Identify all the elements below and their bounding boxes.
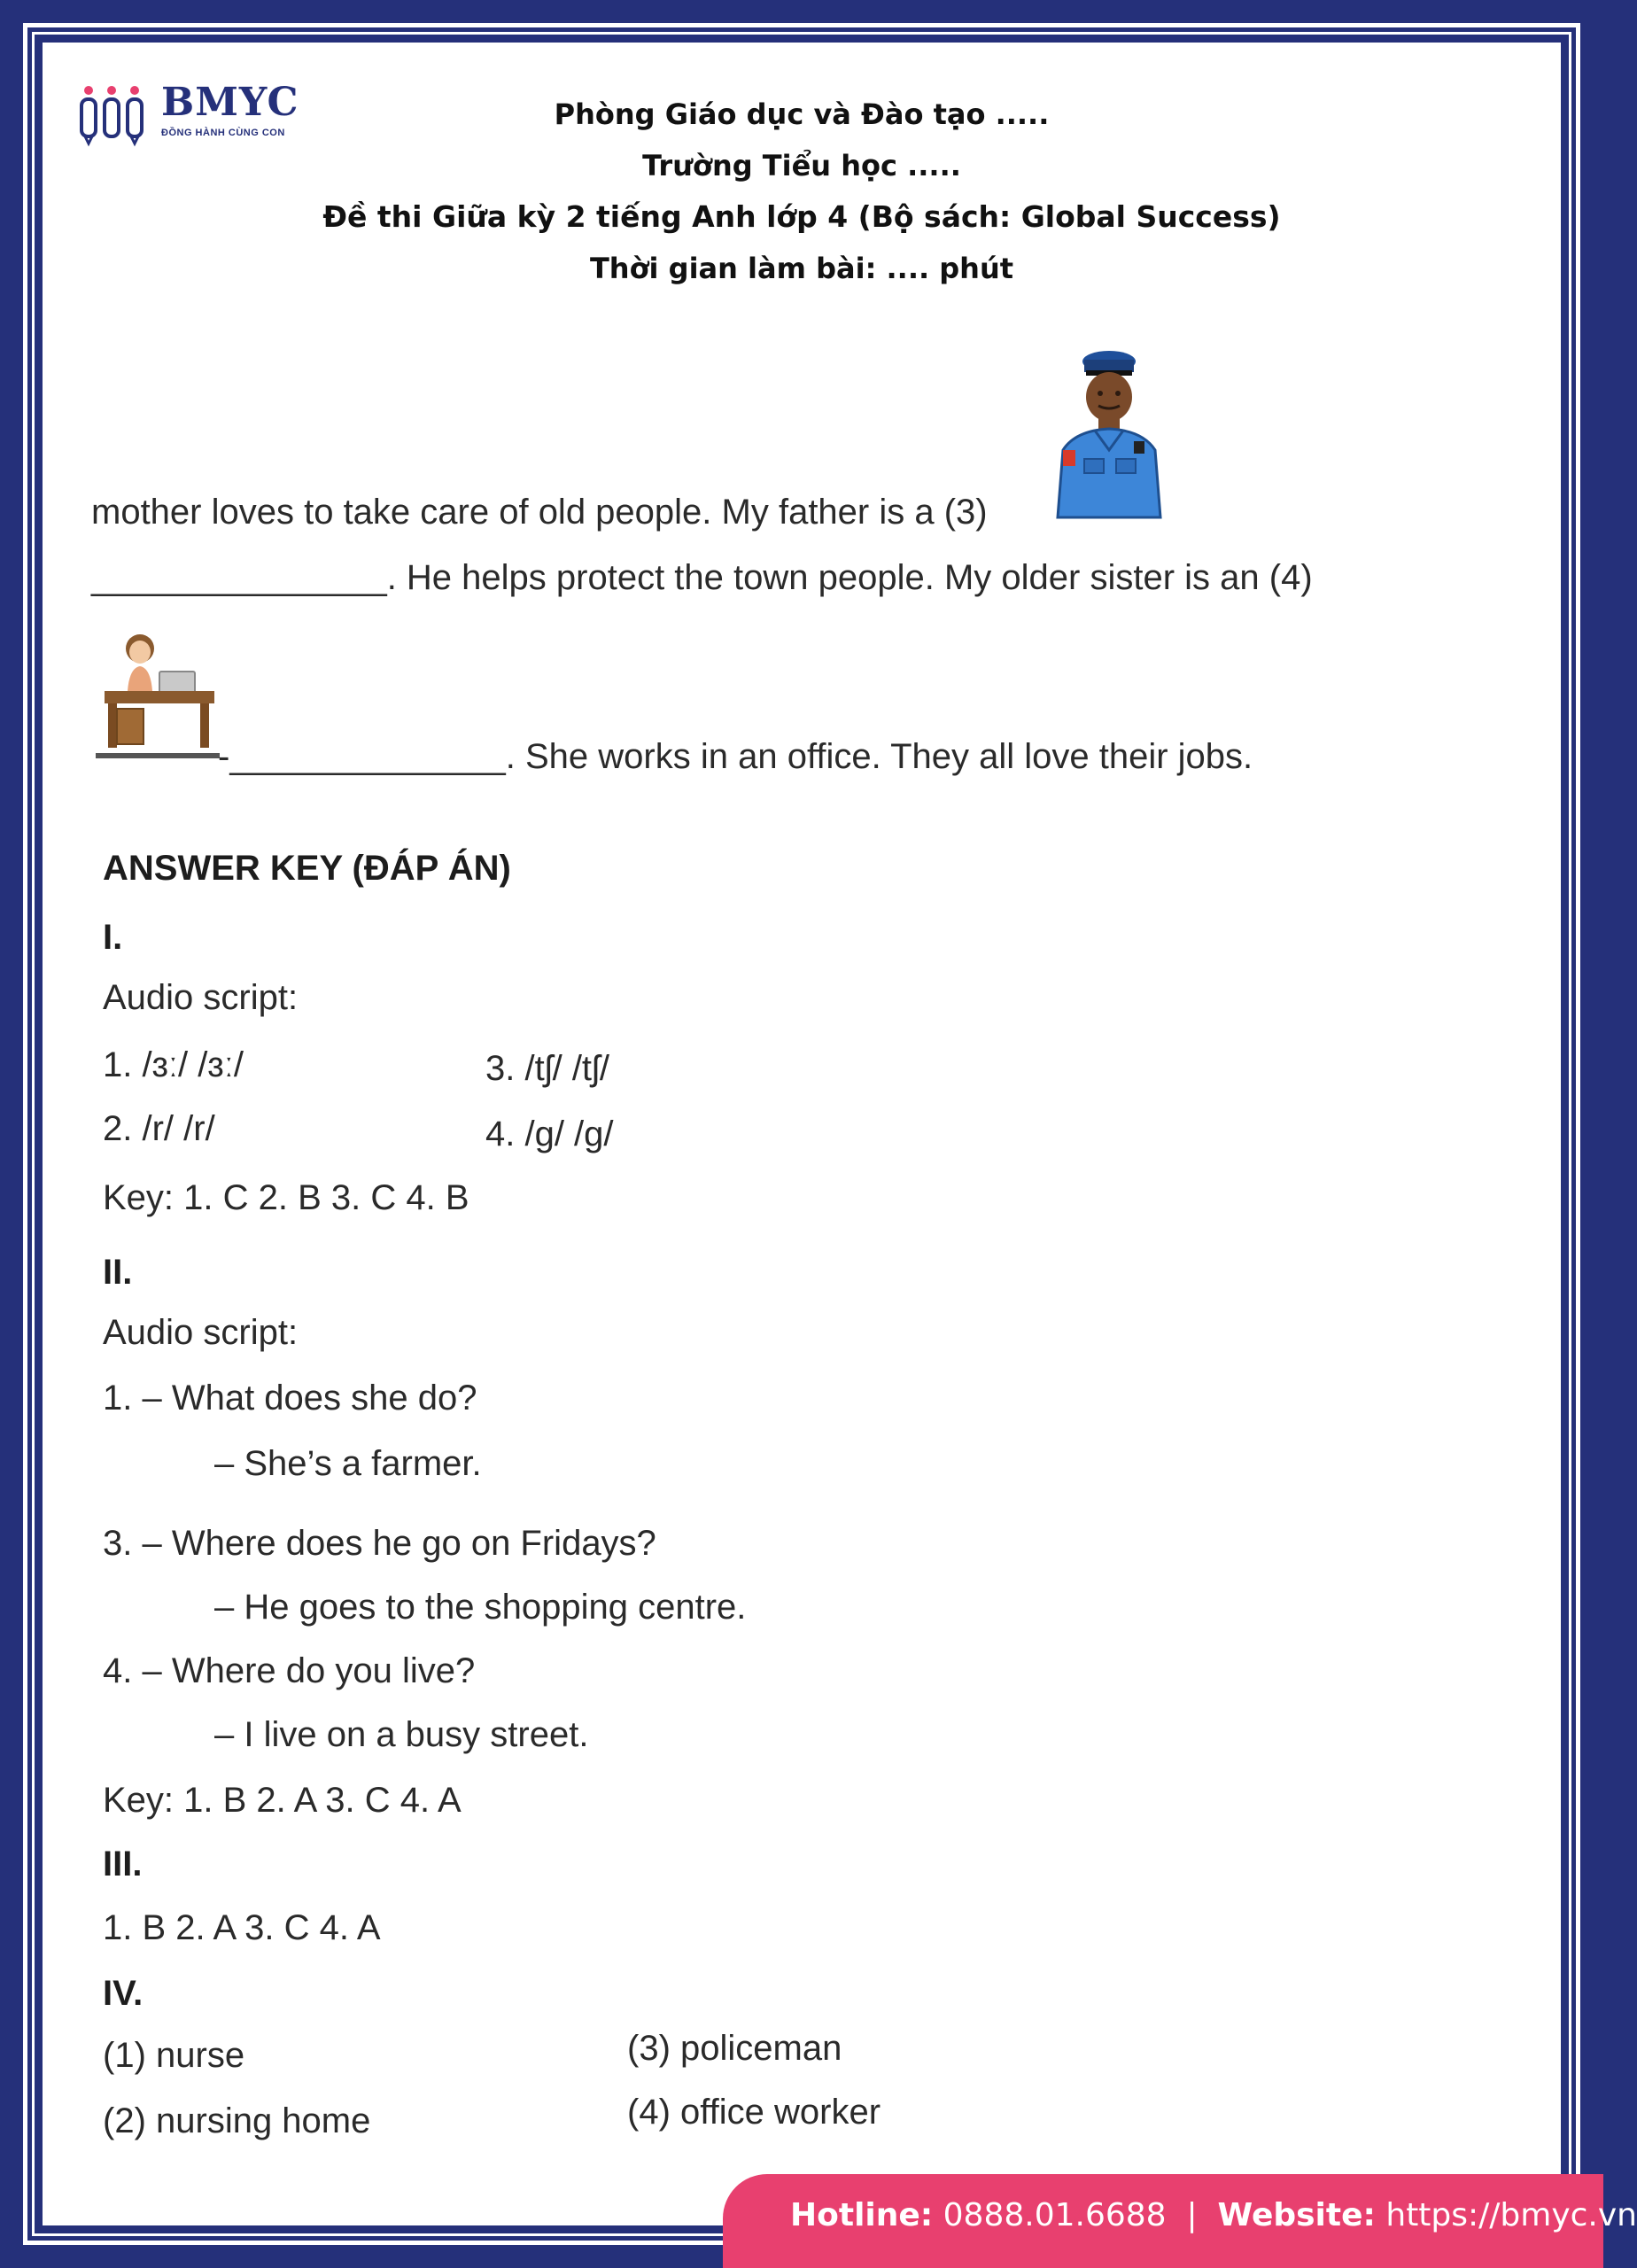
policeman-picture (1040, 344, 1178, 517)
contact-footer (723, 2174, 1637, 2268)
part2-question-4: 4. – Where do you live? (103, 1651, 476, 1690)
part1-label: I. (103, 918, 123, 957)
part3-label: III. (103, 1845, 143, 1884)
hotline-number[interactable]: 0888.01.6688 (943, 2197, 1167, 2233)
exam-title: Đề thi Giữa kỳ 2 tiếng Anh lớp 4 (Bộ sách: Global Success) (322, 199, 1281, 234)
part4-item-4: (4) office worker (627, 2093, 881, 2132)
part2-answer-4: – I live on a busy street. (214, 1715, 589, 1754)
part2-question-3: 3. – Where does he go on Fridays? (103, 1524, 656, 1563)
part3-key: 1. B 2. A 3. C 4. A (103, 1908, 381, 1947)
part2-key: Key: 1. B 2. A 3. C 4. A (103, 1781, 462, 1820)
part4-item-3: (3) policeman (627, 2029, 842, 2068)
hotline-label: Hotline: (790, 2197, 934, 2233)
passage-line-2: _______________. He helps protect the town people. My older sister is an (4) (91, 558, 1313, 597)
footer-separator: | (1186, 2197, 1198, 2233)
exam-duration: Thời gian làm bài: .... phút (589, 252, 1014, 285)
part2-script-label: Audio script: (103, 1313, 299, 1352)
document-page (43, 43, 1561, 2225)
part1-script-label: Audio script: (103, 978, 299, 1017)
office-worker-picture (96, 629, 220, 760)
part1-item-4: 4. /g/ /g/ (485, 1115, 614, 1153)
part4-label: IV. (103, 1974, 144, 2013)
part2-answer-3: – He goes to the shopping centre. (214, 1588, 747, 1627)
part2-label: II. (103, 1253, 133, 1292)
logo-tagline: ĐỒNG HÀNH CÙNG CON (161, 128, 285, 138)
website-label: Website: (1217, 2197, 1376, 2233)
exam-header (43, 89, 1561, 294)
part2-answer-1: – She’s a farmer. (214, 1444, 482, 1483)
part1-item-2: 2. /r/ /r/ (103, 1109, 215, 1148)
passage-line-1: mother loves to take care of old people. My father is a (3) (91, 493, 988, 532)
part2-question-1: 1. – What does she do? (103, 1379, 477, 1418)
passage-line-3: -______________. She works in an office. They all love their jobs. (218, 737, 1253, 776)
footer-contact-line (790, 2197, 1637, 2233)
header-department: Phòng Giáo dục và Đào tạo ..... (554, 97, 1050, 131)
part1-item-1: 1. /ɜː/ /ɜː/ (103, 1045, 244, 1084)
part1-item-3: 3. /tʃ/ /tʃ/ (485, 1049, 610, 1088)
website-link[interactable]: https://bmyc.vn (1385, 2197, 1637, 2233)
part4-item-1: (1) nurse (103, 2036, 245, 2075)
header-school: Trường Tiểu học ..... (642, 149, 961, 183)
part4-item-2: (2) nursing home (103, 2101, 371, 2140)
answer-key-heading: ANSWER KEY (ĐÁP ÁN) (103, 849, 511, 888)
logo-wordmark: BMYC (161, 80, 299, 125)
part1-key: Key: 1. C 2. B 3. C 4. B (103, 1178, 469, 1217)
